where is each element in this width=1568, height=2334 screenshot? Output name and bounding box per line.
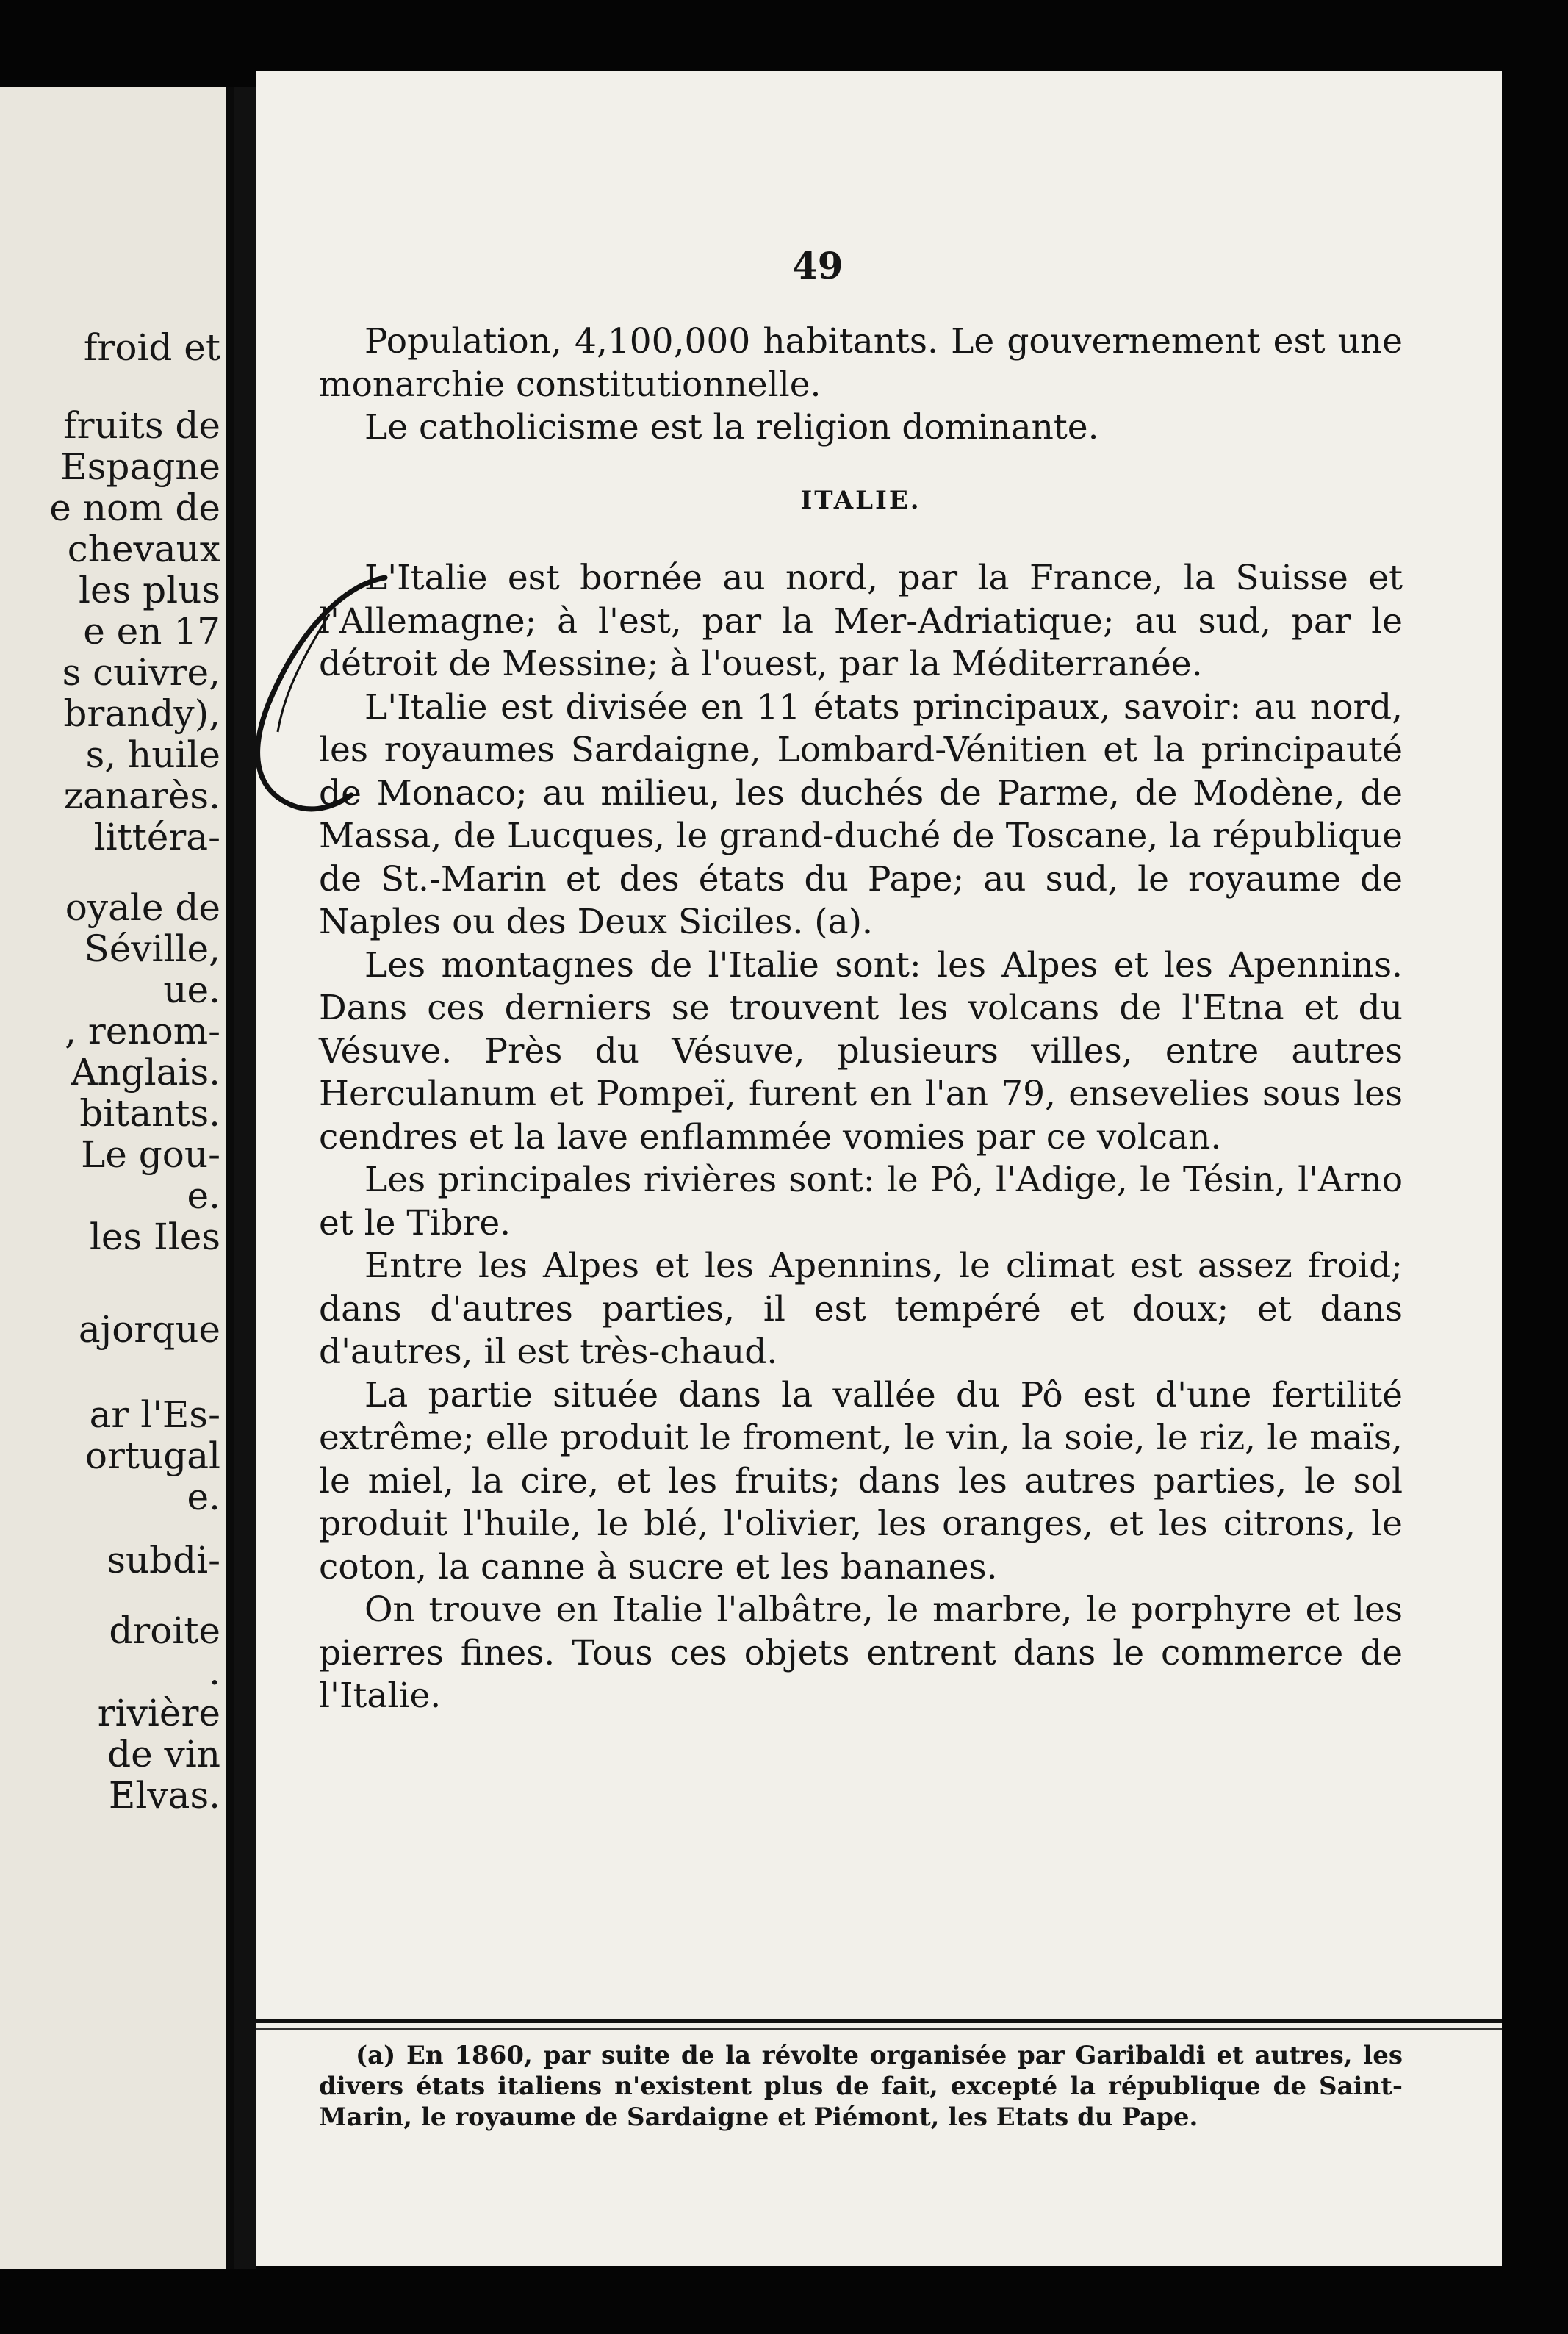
previous-page-line: fruits de — [63, 404, 220, 447]
previous-page-line: , renom- — [65, 1010, 220, 1052]
page-number: 49 — [792, 244, 844, 287]
previous-page-line: . — [209, 1651, 220, 1693]
previous-page-line: s, huile — [85, 733, 220, 776]
main-page — [256, 71, 1502, 2266]
previous-page-line: chevaux — [67, 528, 220, 570]
previous-page-line: littéra- — [93, 816, 220, 858]
previous-page-line: les plus — [79, 569, 220, 611]
previous-page-line: Espagne — [60, 445, 220, 488]
previous-page-line: bitants. — [79, 1092, 220, 1135]
previous-page-line: froid et — [83, 326, 220, 369]
previous-page-line: Elvas. — [108, 1774, 220, 1817]
previous-page-line: oyale de — [65, 886, 220, 929]
section-heading: ITALIE. — [800, 485, 921, 515]
book-gutter — [234, 87, 256, 2269]
previous-page-line: de vin — [107, 1733, 220, 1775]
paragraph-mountains: Les montagnes de l'Italie sont: les Alpes et les Apennins. Dans ces derniers se trouvent les volcans de l'Etna et du Vésuve. Près du Vésuve, plusieurs villes, entre autres Herculanum et Pompeï, furent en l'an 79, ensevelies sous les cendres et la lave enflammée vomies par ce volcan. — [319, 944, 1403, 1157]
footnote-rule — [256, 2019, 1502, 2023]
previous-page-line: zanarès. — [63, 775, 220, 817]
previous-page-line: Le gou- — [81, 1133, 220, 1176]
previous-page-line: e nom de — [49, 486, 220, 529]
previous-page-line: brandy), — [63, 692, 220, 735]
previous-page-line: subdi- — [107, 1539, 220, 1581]
paragraph-minerals: On trouve en Italie l'albâtre, le marbre, le porphyre et les pierres fines. Tous ces objets entrent dans le commerce de l'Italie. — [319, 1590, 1403, 1716]
previous-page-line: e en 17 — [83, 610, 220, 653]
previous-page-line: ar l'Es- — [89, 1393, 220, 1436]
intro-paragraph-1: Population, 4,100,000 habitants. Le gouvernement est une monarchie constitutionnelle. — [319, 321, 1403, 405]
footnote-text: (a) En 1860, par suite de la révolte organisée par Garibaldi et autres, les divers états italiens n'existent plus de fait, excepté la république de Saint-Marin, le royaume de Sardaigne et Piémont, les Etats du Pape. — [319, 2041, 1403, 2132]
paragraph-states: L'Italie est divisée en 11 états principaux, savoir: au nord, les royaumes Sardaigne, Lombard-Vénitien et la principauté de Monaco; au milieu, les duchés de Parme, de Modène, de Massa, de Lucques, le grand-duché de Toscane, la république de St.-Marin et des états du Pape; au sud, le royaume de Naples ou des Deux Siciles. (a). — [319, 686, 1403, 942]
paragraph-produce: La partie située dans la vallée du Pô est d'une fertilité extrême; elle produit le froment, le vin, la soie, le riz, le maïs, le miel, la cire, et les fruits; dans les autres parties, le sol produit l'huile, le blé, l'olivier, les oranges, et les citrons, le coton, la canne à sucre et les bananes. — [319, 1374, 1403, 1587]
previous-page-strip — [0, 87, 234, 2269]
previous-page-line: droite — [109, 1609, 220, 1652]
footnote-rule-thin — [256, 2028, 1502, 2030]
paragraph-rivers: Les principales rivières sont: le Pô, l'Adige, le Tésin, l'Arno et le Tibre. — [319, 1160, 1403, 1243]
previous-page-line: ajorque — [78, 1308, 220, 1351]
paragraph-climate: Entre les Alpes et les Apennins, le climat est assez froid; dans d'autres parties, il est tempéré et doux; et dans d'autres, il est très-chaud. — [319, 1246, 1403, 1372]
previous-page-line: e. — [187, 1174, 220, 1217]
previous-page-line: Anglais. — [71, 1051, 220, 1094]
previous-page-line: Séville, — [84, 927, 220, 970]
previous-page-line: ortugal — [84, 1434, 220, 1477]
page-edge — [226, 87, 234, 2269]
previous-page-line: s cuivre, — [62, 651, 220, 694]
previous-page-line: rivière — [97, 1692, 220, 1734]
previous-page-line: ue. — [163, 969, 220, 1011]
previous-page-line: les Iles — [89, 1216, 220, 1258]
intro-paragraph-2: Le catholicisme est la religion dominante. — [364, 407, 1099, 448]
paragraph-borders: L'Italie est bornée au nord, par la France, la Suisse et l'Allemagne; à l'est, par la Mer-Adriatique; au sud, par le détroit de Messine; à l'ouest, par la Méditerranée. — [319, 558, 1403, 684]
page-body — [319, 320, 1403, 1718]
previous-page-line: e. — [187, 1476, 220, 1518]
footnote — [319, 2040, 1403, 2133]
